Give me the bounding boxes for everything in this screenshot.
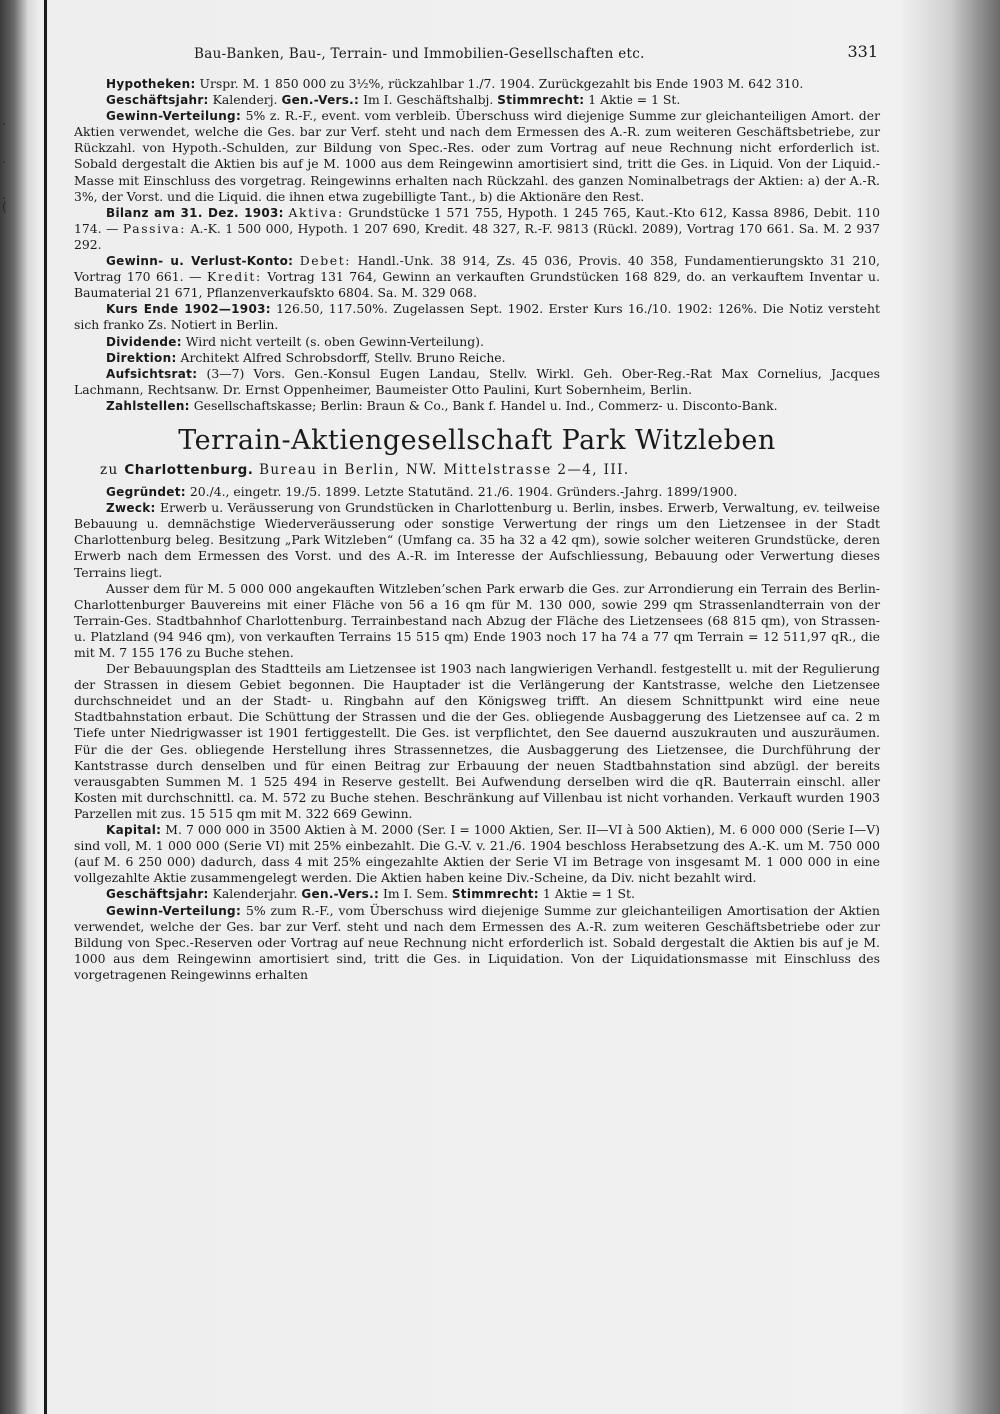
entry-label: Stimmrecht: xyxy=(451,887,539,902)
entry-label: Gewinn-Verteilung: xyxy=(106,109,242,124)
binding-line xyxy=(44,0,47,1414)
entry-gegruendet xyxy=(74,484,880,500)
entry-text: Handl.-Unk. 38 914, Zs. 45 036, Provis. 40 358, Fundamentierungskto 31 210, Vortrag 170 661. — xyxy=(74,253,880,285)
entry-spaced: Aktiva: xyxy=(288,204,344,220)
running-head-title: Bau-Banken, Bau-, Terrain- und Immobilien-Gesellschaften etc. xyxy=(194,46,645,62)
margin-mark: . xyxy=(2,188,6,202)
entry-bilanz xyxy=(74,205,880,253)
entry-text: 126.50, 117.50%. Zugelassen Sept. 1902. Erster Kurs 16./10. 1902: 126%. Die Notiz versteht sich franko Zs. Notiert in Berlin. xyxy=(74,301,880,333)
entry-text: 20./4., eingetr. 19./5. 1899. Letzte Statutänd. 21./6. 1904. Gründers.-Jahrg. 1899/1900. xyxy=(189,484,738,500)
entry-label: Direktion: xyxy=(106,350,177,365)
body-paragraph: Der Bebauungsplan des Stadtteils am Lietzensee ist 1903 nach langwierigen Verhandl. festgestellt u. mit der Regulierung der Strassen in diesem Gebiet begonnen. Die Hauptader ist die Verlängerung der Kantstrasse, welche den Lietzensee durchschneidet und an der Stadt- u. Ringbahn auf den Königsweg trifft. An diesem Schnittpunkt wird eine neue Stadtbahnstation erbaut. Die Schüttung der Strassen und die der Ges. obliegende Ausbaggerung des Lietzensee auf ca. 2 m Tiefe unter Niedrigwasser ist 1901 fertiggestellt. Die Ges. ist verpflichtet, den See dauernd auszukrauten und auszuräumen. Für die der Ges. obliegende Herstellung ihres Strassennetzes, die Ausbaggerung des Lietzensee, die Durchführung der Kantstrasse durch denselben und für einen Beitrag zur Erbauung der neuen Stadtbahnstation sind abzügl. der bereits verausgabten Summen M. 1 525 494 in Reserve gestellt. Bei Aufwendung derselben wird die qR. Bauterrain einschl. aller Kosten mit durchschnittl. ca. M. 572 zu Buche stehen. Beschränkung auf Villenbau ist nicht vorhanden. Verkauft wurden 1903 Parzellen mit zus. 15 515 qm mit M. 322 669 Gewinn. xyxy=(74,661,880,821)
entry-geschaeftsjahr-2 xyxy=(74,886,880,902)
entry-text: Gesellschaftskasse; Berlin: Braun & Co., Bank f. Handel u. Ind., Commerz- u. Disconto-Bank. xyxy=(193,397,778,413)
entry-kapital xyxy=(74,822,880,886)
entry-gewinn-verlust xyxy=(74,253,880,301)
entry-label: Gewinn- u. Verlust-Konto: xyxy=(106,254,294,269)
entry-text: Kalenderj. xyxy=(212,92,278,108)
entry-label: Kapital: xyxy=(106,823,162,838)
margin-mark: ( xyxy=(2,200,7,214)
entry-label: Gewinn-Verteilung: xyxy=(106,903,242,918)
entry-text: Grundstücke 1 571 755, Hypoth. 1 245 765, Kaut.-Kto 612, Kassa 8986, Debit. 110 174. — xyxy=(74,204,880,236)
entry-hypotheken xyxy=(74,76,880,92)
entry-zweck xyxy=(74,500,880,580)
entry-geschaeftsjahr xyxy=(74,92,880,108)
entry-label: Dividende: xyxy=(106,334,182,349)
entry-text: (3—7) Vors. Gen.-Konsul Eugen Landau, Stellv. Wirkl. Geh. Ober-Reg.-Rat Max Cornelius, Jacques Lachmann, Rechtsanw. Dr. Ernst Oppenheimer, Baumeister Otto Paulini, Kurt Sobernheim, Berlin. xyxy=(74,365,880,397)
body-paragraph: Ausser dem für M. 5 000 000 angekauften Witzleben’schen Park erwarb die Ges. zur Arrondierung ein Terrain des Berlin-Charlottenburger Bauvereins mit einer Fläche von 56 a 16 qm für M. 130 000, sowie 299 qm Strassenlandterrain von der Terrain-Ges. Stadtbahnhof Charlottenburg. Terrainbestand nach Abzug der Fläche des Lietzensees (68 815 qm), von Strassen- u. Platzland (94 946 qm), von verkauften Terrains 15 515 qm) Ende 1903 noch 17 ha 74 a 77 qm Terrain = 12 511,97 qR., die mit M. 7 155 176 zu Buche stehen. xyxy=(74,580,880,660)
entry-label: Geschäftsjahr: xyxy=(106,93,209,108)
entry-text: 5% zum R.-F., vom Überschuss wird diejenige Summe zur gleichanteiligen Amortisation der Aktien verwendet, welche der Ges. bar zur Verf. steht und nach dem Ermessen des A.-R. zum weiteren Geschäftsbetriebe oder zur Bildung von Spec.-Reserven oder Vortrag auf neue Rechnung nicht erforderlich ist. Sobald dergestalt die Aktien bis auf je M. 1000 aus dem Reingewinn amortisiert sind, tritt die Ges. in Liquidation. Von der Liquidationsmasse mit Einschluss des vorgetragenen Reingewinns erhalten xyxy=(74,902,880,982)
entry-text: Im I. Geschäftshalbj. xyxy=(363,92,494,108)
entry-text: Architekt Alfred Schrobsdorff, Stellv. Bruno Reiche. xyxy=(180,349,506,365)
entry-spaced: Debet: xyxy=(299,253,352,269)
entry-direktion xyxy=(74,350,880,366)
entry-label: Gegründet: xyxy=(106,485,186,500)
entry-spaced: Kredit: xyxy=(206,269,262,285)
entry-text: Im I. Sem. xyxy=(383,886,448,902)
entry-text: Urspr. M. 1 850 000 zu 3½%, rückzahlbar 1./7. 1904. Zurückgezahlt bis Ende 1903 M. 642 310. xyxy=(199,76,804,91)
entry-kurs xyxy=(74,301,880,333)
entry-text: Erwerb u. Veräusserung von Grundstücken in Charlottenburg u. Berlin, insbes. Erwerb, Verwaltung, ev. teilweise Bebauung u. demnächstige Wiederveräusserung oder sonstige Verwertung der rings um den Lietzensee in der Stadt Charlottenburg beleg. Besitzung „Park Witzleben“ (Umfang ca. 35 ha 32 a 42 qm), sowie solcher weiteren Grundstücke, deren Erwerb nach dem Ermessen des Vorst. und des A.-R. im Interesse der Aufschliessung, Bebauung oder Verwertung dieses Terrains liegt. xyxy=(74,500,880,580)
margin-mark: . xyxy=(2,114,6,128)
entry-label: Hypotheken: xyxy=(106,77,196,91)
entry-text: 1 Aktie = 1 St. xyxy=(542,886,635,902)
entry-text: 5% z. R.-F., event. vom verbleib. Überschuss wird diejenige Summe zur gleichanteiligen Amort. der Aktien verwendet, welche die Ges. bar zur Verf. steht und nach dem Ermessen des A.-R. zum weiteren Geschäftsbetriebe, zur Rückzahl. von Hypoth.-Schulden, zur Bildung von Spec.-Res. oder zum Vortrag auf neue Rechnung nicht erforderlich ist. Sobald dergestalt die Aktien bis auf je M. 1000 aus dem Reingewinn amortisiert sind, tritt die Ges. in Liquid. Von der Liquid.-Masse mit Einschluss des vorgetrag. Reingewinns erhalten nach Rückzahl. des ganzen Nominalbetrags der Aktien: a) der A.-R. 3%, der Vorst. und die Liquid. die ihnen etwa zugebilligte Tant., b) die Aktionäre den Rest. xyxy=(74,108,880,204)
entry-text: Kalenderjahr. xyxy=(212,886,298,902)
entry-label: Bilanz am 31. Dez. 1903: xyxy=(106,205,284,220)
entry-label: Gen.-Vers.: xyxy=(301,887,380,902)
company-title: Terrain-Aktiengesellschaft Park Witzleben xyxy=(178,424,776,456)
entry-text: 1 Aktie = 1 St. xyxy=(588,92,681,108)
entry-text: A.-K. 1 500 000, Hypoth. 1 207 690, Kredit. 48 327, R.-F. 9813 (Rückl. 2089), Vortrag 170 661. Sa. M. 2 937 292. xyxy=(74,220,880,252)
page-content xyxy=(74,40,880,983)
entry-text: Vortrag 131 764, Gewinn an verkauften Grundstücken 168 829, do. an verkauftem Inventar u. Baumaterial 21 671, Pflanzenverkaufskto 6804. Sa. M. 329 068. xyxy=(74,269,880,301)
entry-spaced: Passiva: xyxy=(122,220,187,236)
location-address: Bureau in Berlin, NW. Mittelstrasse 2—4, III. xyxy=(259,461,630,478)
entry-text: Wird nicht verteilt (s. oben Gewinn-Verteilung). xyxy=(185,333,484,349)
entry-label: Aufsichtsrat: xyxy=(106,366,198,381)
entry-label: Geschäftsjahr: xyxy=(106,887,209,902)
running-head xyxy=(74,40,880,76)
entry-aufsichtsrat xyxy=(74,366,880,398)
entry-zahlstellen xyxy=(74,398,880,414)
entry-label: Kurs Ende 1902—1903: xyxy=(106,302,271,317)
location-prefix: zu xyxy=(100,461,119,478)
entry-dividende xyxy=(74,334,880,350)
company-location xyxy=(100,462,880,478)
entry-label: Gen.-Vers.: xyxy=(281,93,360,108)
entry-label: Zahlstellen: xyxy=(106,398,190,413)
entry-label: Stimmrecht: xyxy=(497,93,585,108)
entry-text: M. 7 000 000 in 3500 Aktien à M. 2000 (Ser. I = 1000 Aktien, Ser. II—VI à 500 Aktien), M. 6 000 000 (Serie I—V) sind voll, M. 1 000 000 (Serie VI) mit 25% einbezahlt. Die G.-V. v. 21./6. 1904 beschloss Herabsetzung des A.-K. um M. 750 000 (auf M. 6 250 000) dadurch, dass 4 mit 25% eingezahlte Aktien der Serie VI im Betrage von insgesamt M. 1 000 000 in eine vollgezahlte Aktie zusammengelegt werden. Die Aktien haben keine Div.-Scheine, da Div. nicht bezahlt wird. xyxy=(74,822,880,886)
location-city: Charlottenburg. xyxy=(124,461,254,478)
page-number: 331 xyxy=(847,42,878,61)
margin-mark: . xyxy=(2,152,6,166)
entry-gewinn-verteilung-2 xyxy=(74,903,880,983)
entry-gewinn-verteilung xyxy=(74,108,880,205)
entry-label: Zweck: xyxy=(106,501,156,516)
